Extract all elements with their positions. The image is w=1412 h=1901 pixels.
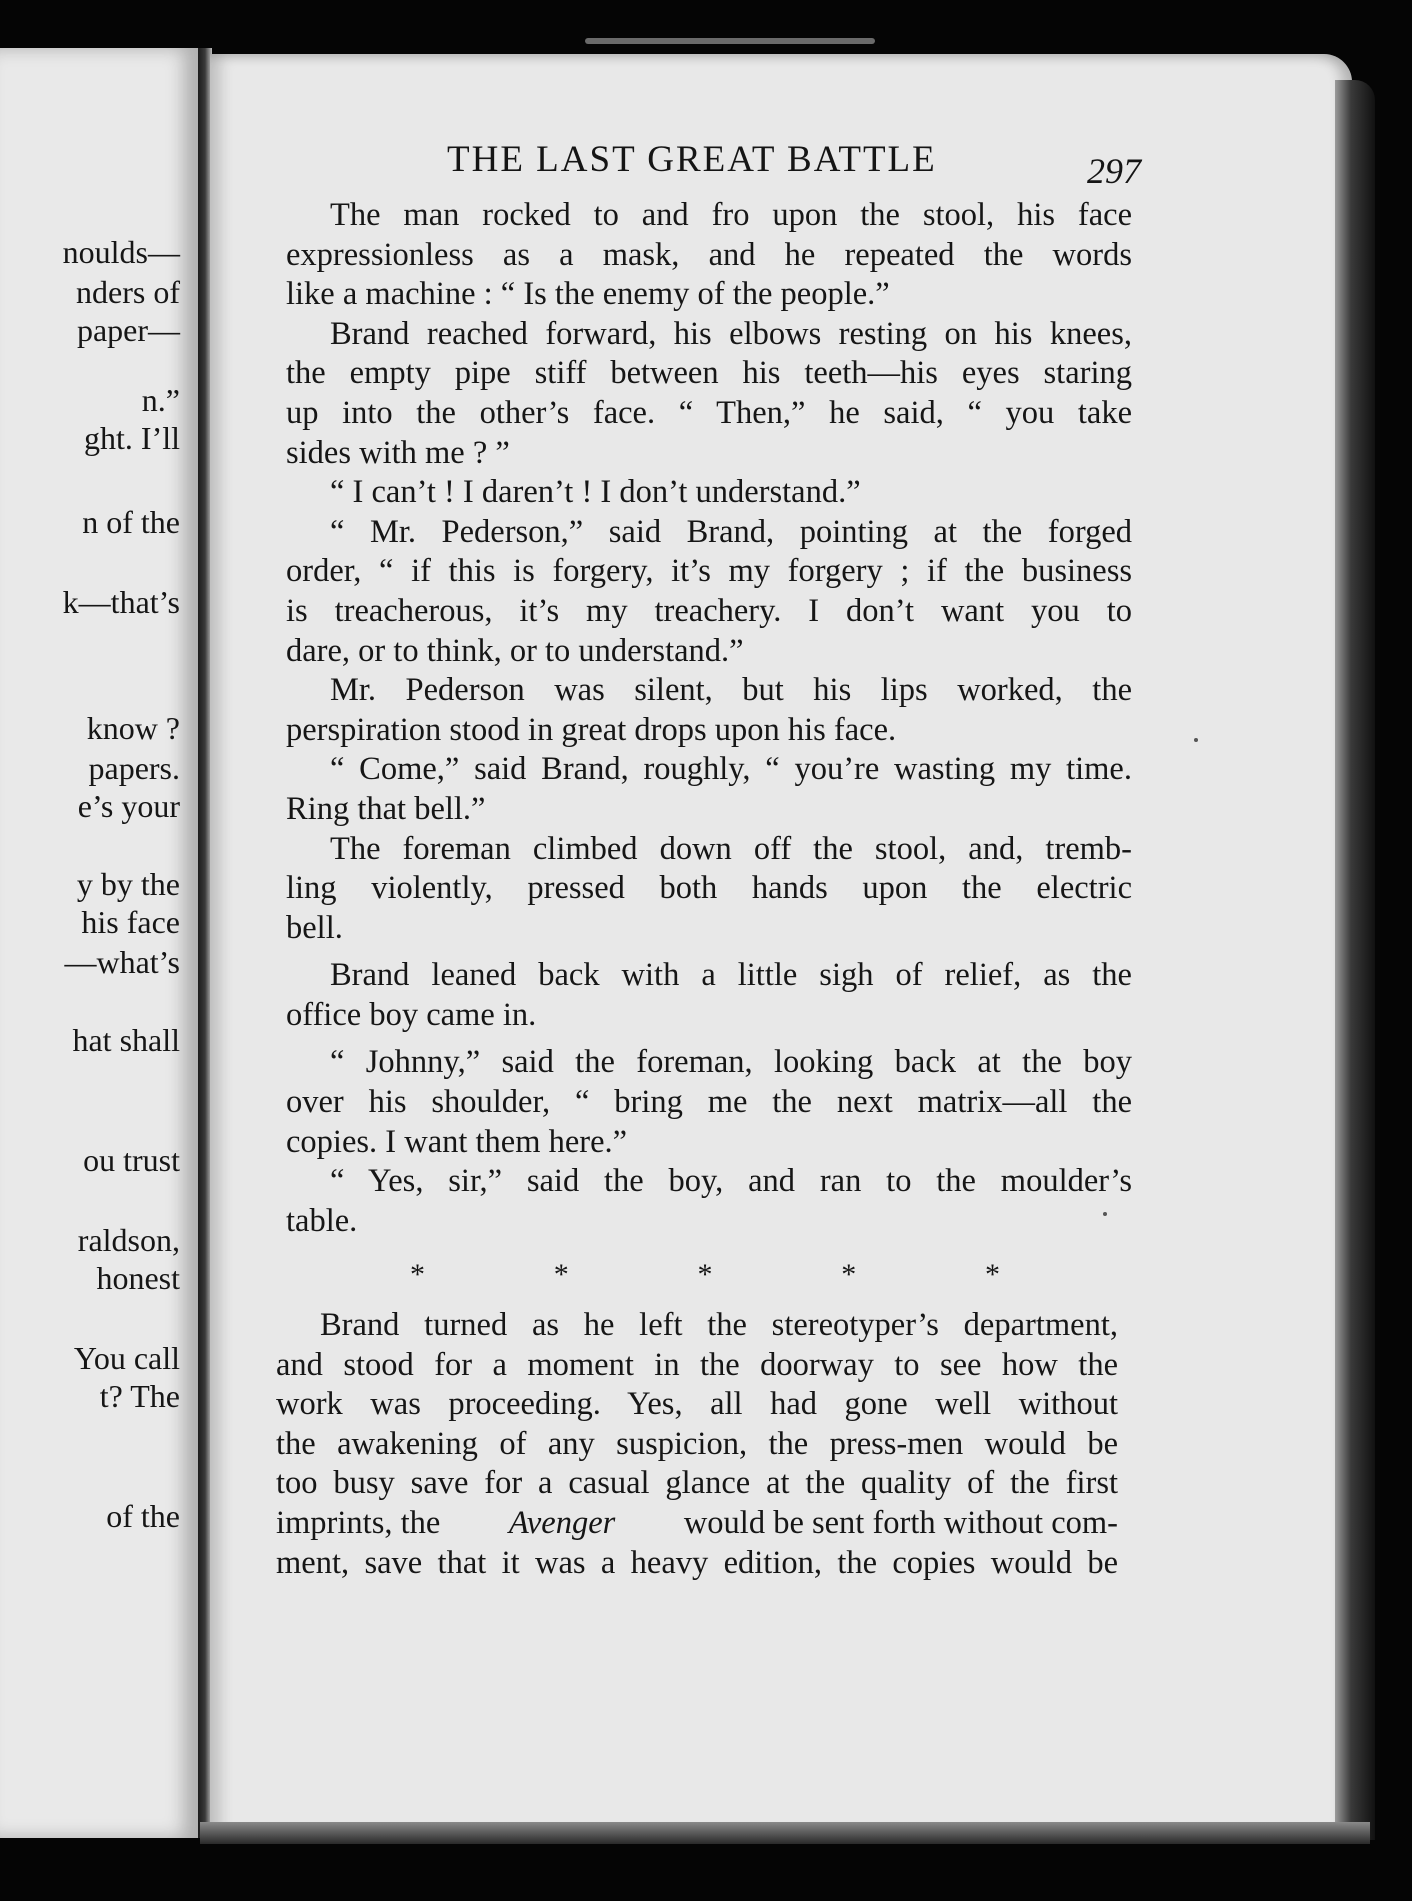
- text-line: Ring that bell.”: [286, 790, 486, 827]
- scan-smudge: [585, 38, 875, 44]
- text-line: over his shoulder, “ bring me the next matrix—all the: [286, 1084, 1132, 1121]
- text-line: sides with me ? ”: [286, 434, 510, 471]
- left-line: n.”: [141, 382, 180, 418]
- text-line: expressionless as a mask, and he repeated the words: [286, 236, 1132, 273]
- italic-title: Avenger: [508, 1504, 616, 1541]
- dust-speck: [1103, 1212, 1107, 1216]
- left-line: y by the: [76, 866, 180, 902]
- text-line: “ I can’t ! I daren’t ! I don’t understand.”: [330, 474, 861, 511]
- left-line: noulds—: [62, 234, 180, 270]
- left-line: paper—: [76, 312, 180, 348]
- text-line: up into the other’s face. “ Then,” he said, “ you take: [286, 394, 1132, 431]
- asterisk: *: [985, 1258, 1000, 1291]
- left-line: nders of: [76, 274, 180, 310]
- text-line: “ Mr. Pederson,” said Brand, pointing at the forged: [330, 513, 1132, 550]
- left-line: e’s your: [77, 788, 180, 824]
- left-line: his face: [81, 904, 180, 940]
- text-span: imprints, the: [276, 1504, 441, 1541]
- asterisk: *: [697, 1258, 713, 1291]
- text-line: too busy save for a casual glance at the quality of the first: [276, 1465, 1118, 1502]
- dust-speck: [1194, 738, 1198, 742]
- section-separator: [410, 1258, 1000, 1292]
- text-line: bell.: [286, 909, 343, 946]
- page-edge: [1335, 80, 1375, 1840]
- text-line: ment, save that it was a heavy edition, the copies would be: [276, 1544, 1118, 1581]
- text-span: would be sent forth without com-: [683, 1504, 1118, 1541]
- text-line: “ Johnny,” said the foreman, looking back at the boy: [330, 1044, 1132, 1081]
- text-line: perspiration stood in great drops upon his face.: [286, 711, 897, 748]
- left-line: know ?: [86, 710, 180, 746]
- text-line: and stood for a moment in the doorway to see how the: [276, 1346, 1118, 1383]
- text-line: “ Yes, sir,” said the boy, and ran to the moulder’s: [330, 1163, 1132, 1200]
- text-line: the empty pipe stiff between his teeth—his eyes staring: [286, 355, 1132, 392]
- body-text-block-1: [286, 196, 1132, 1241]
- text-line: Brand leaned back with a little sigh of relief, as the: [330, 957, 1132, 994]
- asterisk: *: [841, 1258, 857, 1291]
- left-line: hat shall: [72, 1022, 180, 1058]
- asterisk: *: [410, 1258, 425, 1291]
- left-line: t? The: [99, 1378, 180, 1414]
- text-line: the awakening of any suspicion, the press-men would be: [276, 1425, 1118, 1462]
- text-line: ling violently, pressed both hands upon the electric: [286, 870, 1132, 907]
- left-line: You call: [73, 1340, 180, 1376]
- left-line: raldson,: [77, 1222, 180, 1258]
- body-text-block-2: [276, 1306, 1118, 1583]
- left-line: —what’s: [64, 944, 180, 980]
- left-line: of the: [106, 1498, 180, 1534]
- running-head: THE LAST GREAT BATTLE: [447, 139, 937, 180]
- text-line: office boy came in.: [286, 996, 537, 1033]
- text-line: table.: [286, 1202, 358, 1239]
- left-line: n of the: [82, 504, 180, 540]
- text-line: “ Come,” said Brand, roughly, “ you’re wasting my time.: [330, 751, 1132, 788]
- text-line: The man rocked to and fro upon the stool, his face: [330, 197, 1132, 233]
- text-line: like a machine : “ Is the enemy of the people.”: [286, 276, 890, 313]
- text-line: Mr. Pederson was silent, but his lips worked, the: [330, 672, 1132, 709]
- text-line: copies. I want them here.”: [286, 1123, 628, 1160]
- left-facing-page: [0, 48, 204, 1838]
- page-number: 297: [1087, 151, 1141, 191]
- asterisk: *: [553, 1258, 569, 1291]
- text-line: order, “ if this is forgery, it’s my forgery ; if the business: [286, 553, 1132, 590]
- text-line: The foreman climbed down off the stool, and, tremb-: [330, 830, 1132, 867]
- left-line: ght. I’ll: [84, 420, 180, 456]
- left-line: ou trust: [83, 1142, 180, 1178]
- text-line: work was proceeding. Yes, all had gone well without: [276, 1386, 1118, 1423]
- page-bottom-edge: [200, 1822, 1370, 1844]
- text-line: is treacherous, it’s my treachery. I don’t want you to: [286, 592, 1132, 629]
- text-line-mixed: [276, 1504, 1118, 1544]
- left-line: papers.: [88, 750, 180, 786]
- left-line: honest: [96, 1260, 180, 1296]
- text-line: Brand turned as he left the stereotyper’s department,: [320, 1307, 1118, 1343]
- text-line: Brand reached forward, his elbows resting on his knees,: [330, 315, 1132, 352]
- text-line: dare, or to think, or to understand.”: [286, 632, 744, 669]
- left-line: k—that’s: [62, 584, 180, 620]
